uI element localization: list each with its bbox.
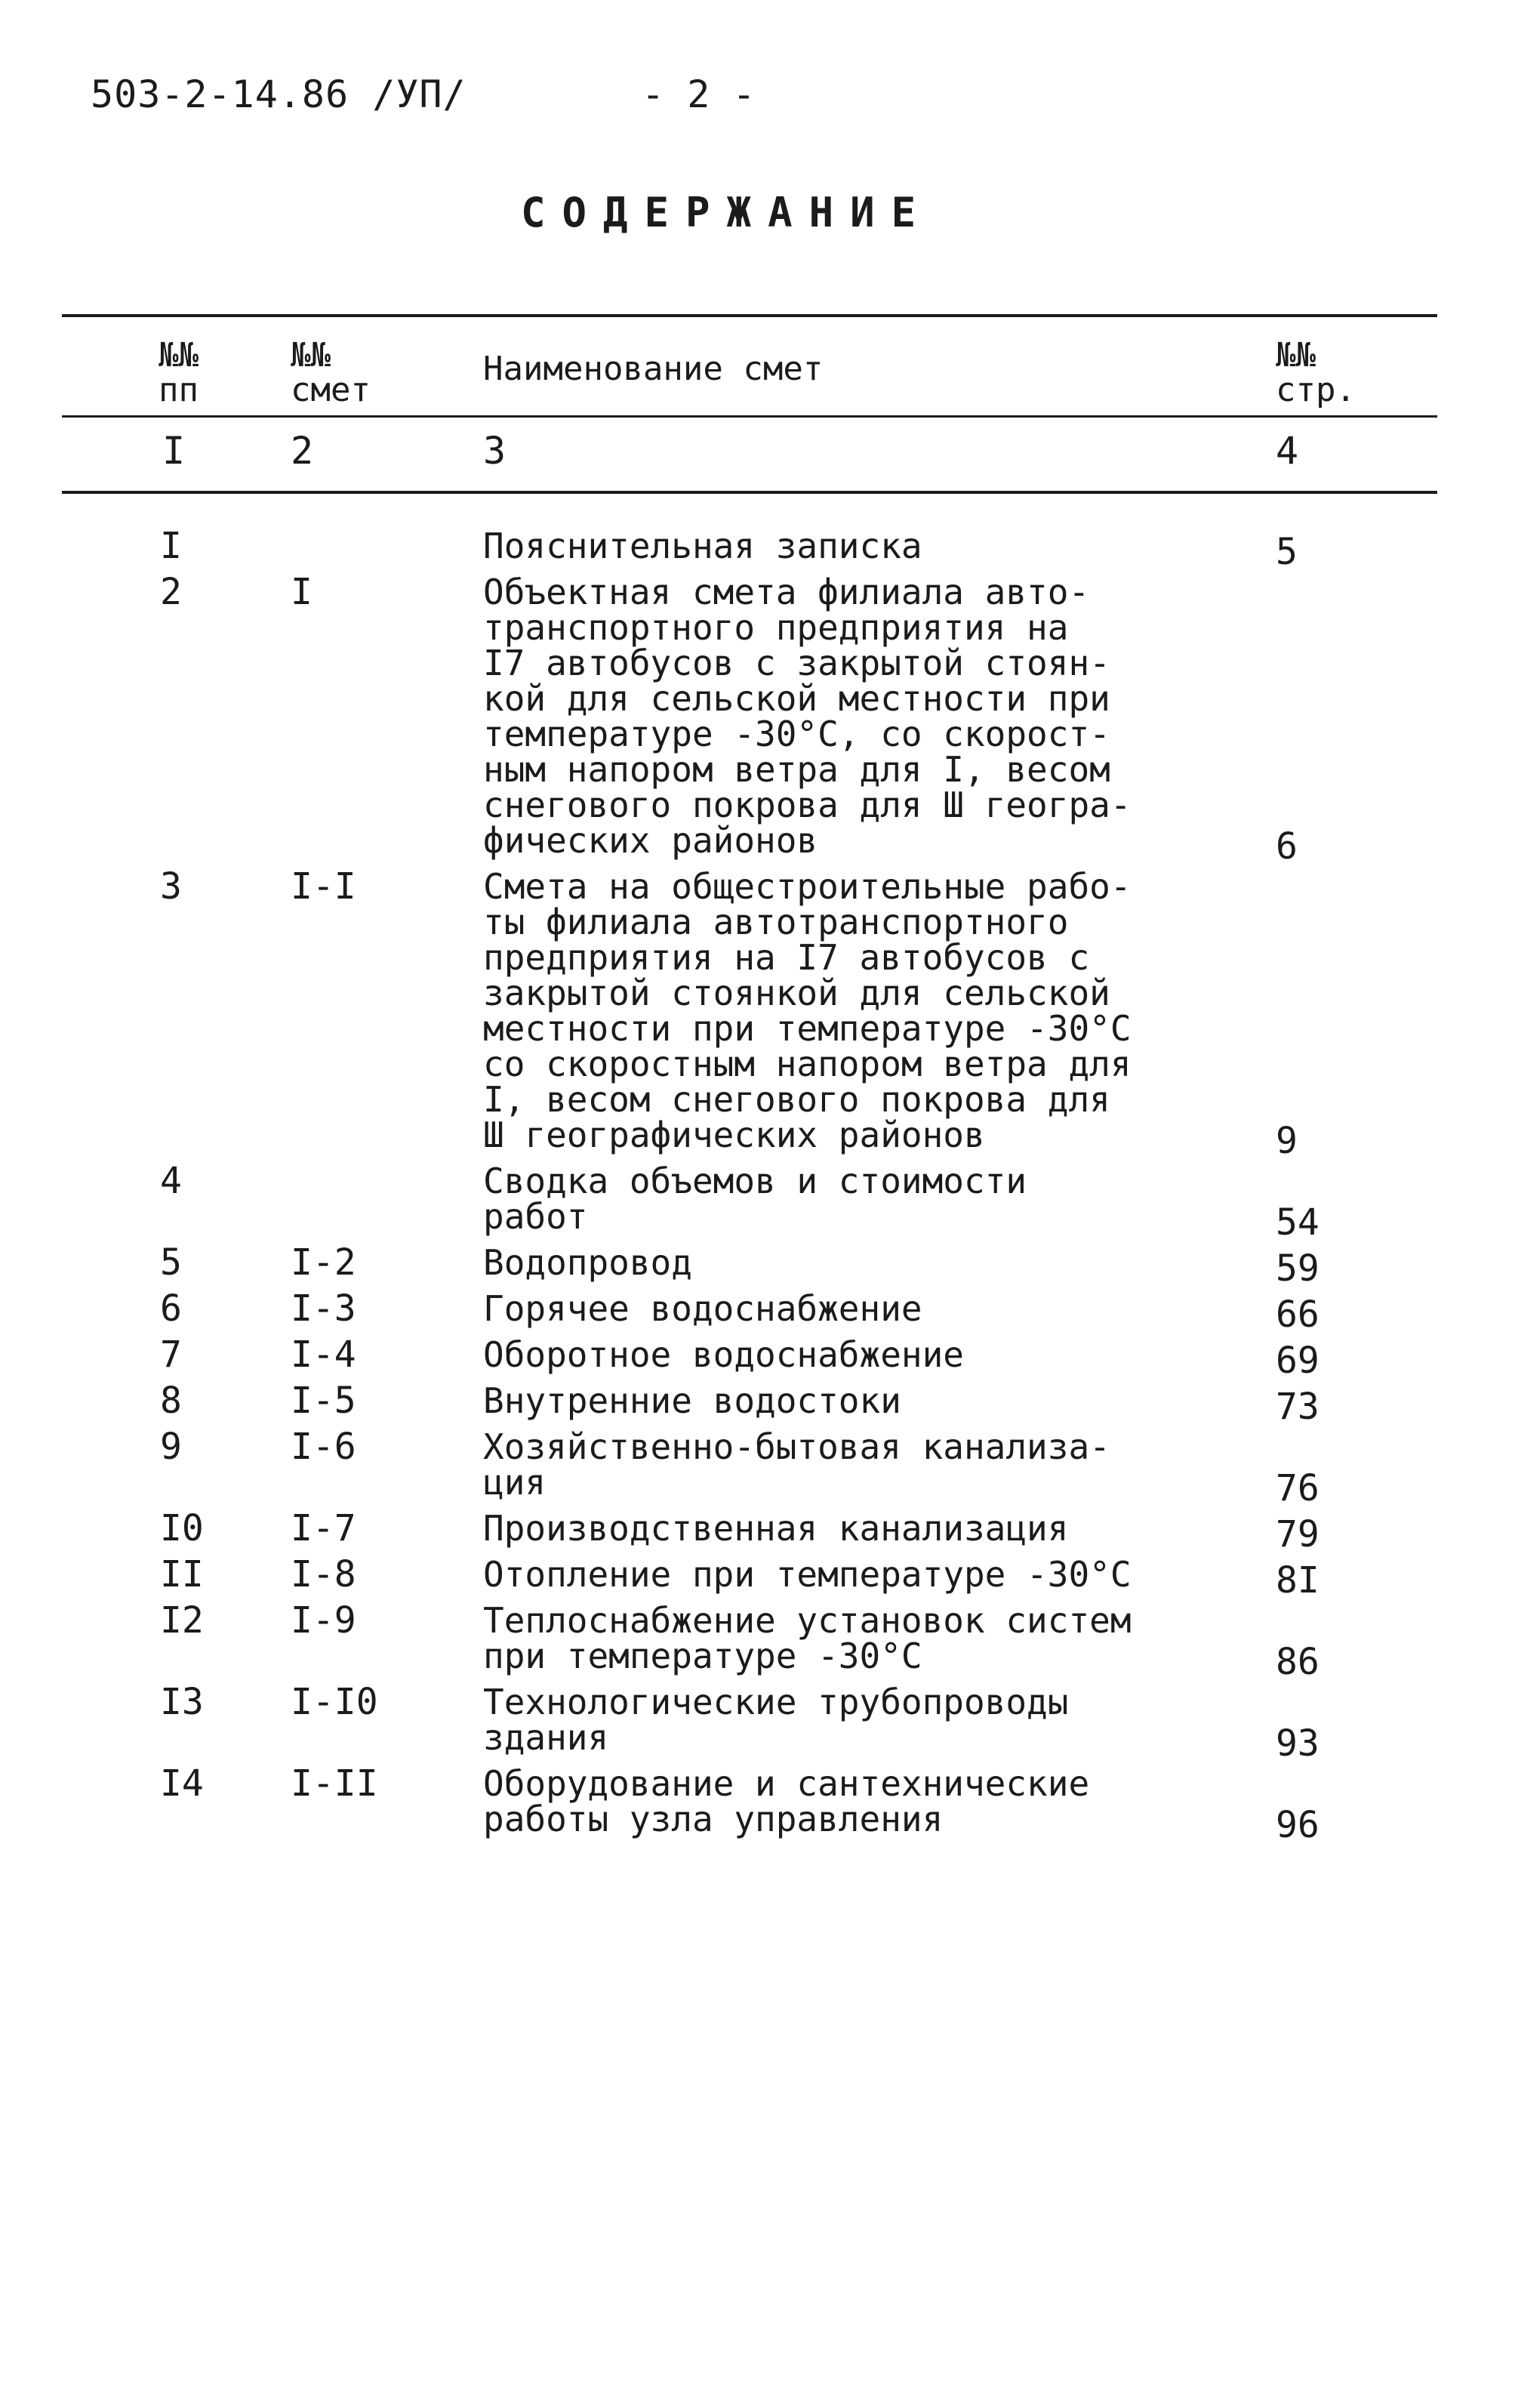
estimate-number: I-I xyxy=(291,865,356,908)
estimate-number: I-7 xyxy=(291,1507,356,1549)
page-ref: 59 xyxy=(1276,1247,1319,1290)
estimate-number: I-3 xyxy=(291,1287,356,1330)
column-header-estimate-number: №№ смет xyxy=(291,336,371,409)
page-ref: 93 xyxy=(1276,1722,1319,1765)
document-code: 503-2-14.86 /УП/ xyxy=(91,72,467,116)
estimate-name: Горячее водоснабжение xyxy=(483,1288,922,1329)
page-number: - 2 - xyxy=(642,72,756,116)
estimate-name: Технологические трубопроводы здания xyxy=(483,1682,1069,1758)
table-row xyxy=(0,1681,1515,1765)
column-header-estimate-name: Наименование смет xyxy=(483,350,824,388)
estimate-name: Производственная канализация xyxy=(483,1508,1069,1549)
estimate-name: Хозяйственно-бытовая канализа- ция xyxy=(483,1426,1110,1503)
estimate-number: I-6 xyxy=(291,1426,356,1468)
estimate-name: Смета на общестроительные рабо- ты филиала автотранспортного предприятия на I7 автобусов с закрытой стоянкой для сельской местности при температуре -30°С со скоростным напором ветра для I, весом снегового покрова для Ш географических районов xyxy=(483,866,1132,1155)
estimate-number: I-9 xyxy=(291,1599,356,1642)
page-title: СОДЕРЖАНИЕ xyxy=(521,189,933,236)
table-row xyxy=(0,1333,1515,1382)
estimate-number: I-5 xyxy=(291,1380,356,1422)
page-ref: 6 xyxy=(1276,825,1298,868)
estimate-name: Объектная смета филиала авто- транспортного предприятия на I7 автобусов с закрытой стоян- кой для сельской местности при температуре -30°С, со скорост- ным напором ветра для I, весом снегового покрова для Ш геогра- фических районов xyxy=(483,572,1132,861)
column-header-row-number: №№ пп xyxy=(159,336,199,409)
table-header-rule xyxy=(62,415,1437,418)
row-number: I4 xyxy=(160,1762,204,1805)
table-row xyxy=(0,1599,1515,1683)
estimate-number: I-8 xyxy=(291,1553,356,1596)
page-ref: 76 xyxy=(1276,1467,1319,1509)
row-number: I xyxy=(160,525,182,567)
page-ref: 9 xyxy=(1276,1120,1298,1162)
table-row xyxy=(0,1241,1515,1290)
page-ref: 79 xyxy=(1276,1513,1319,1555)
table-row xyxy=(0,571,1515,868)
row-number: 2 xyxy=(160,571,182,613)
estimate-number: I-I0 xyxy=(291,1681,378,1723)
page-ref: 8I xyxy=(1276,1559,1319,1602)
estimate-name: Водопровод xyxy=(483,1242,692,1283)
contents-table-body xyxy=(0,525,1515,1848)
estimate-name: Внутренние водостоки xyxy=(483,1380,901,1421)
table-row xyxy=(0,1426,1515,1509)
table-row xyxy=(0,1507,1515,1555)
table-row xyxy=(0,1380,1515,1428)
estimate-name: Отопление при температуре -30°С xyxy=(483,1554,1132,1595)
row-number: 6 xyxy=(160,1287,182,1330)
page-ref: 54 xyxy=(1276,1201,1319,1244)
estimate-name: Сводка объемов и стоимости работ xyxy=(483,1161,1027,1237)
estimate-number: I-4 xyxy=(291,1333,356,1376)
table-row xyxy=(0,1287,1515,1336)
column-number-3: 3 xyxy=(483,429,507,473)
row-number: 8 xyxy=(160,1380,182,1422)
row-number: 5 xyxy=(160,1241,182,1284)
row-number: I0 xyxy=(160,1507,204,1549)
estimate-name: Пояснительная записка xyxy=(483,526,922,566)
row-number: II xyxy=(160,1553,204,1596)
page-ref: 69 xyxy=(1276,1340,1319,1382)
page-ref: 86 xyxy=(1276,1641,1319,1683)
column-number-2: 2 xyxy=(291,429,314,473)
row-number: 3 xyxy=(160,865,182,908)
page-ref: 73 xyxy=(1276,1386,1319,1428)
table-row xyxy=(0,1160,1515,1244)
row-number: I3 xyxy=(160,1681,204,1723)
row-number: 7 xyxy=(160,1333,182,1376)
page-ref: 96 xyxy=(1276,1804,1319,1846)
page-ref: 5 xyxy=(1276,531,1298,573)
row-number: 4 xyxy=(160,1160,182,1202)
table-top-rule xyxy=(62,314,1437,317)
page-ref: 66 xyxy=(1276,1293,1319,1336)
estimate-number: I-II xyxy=(291,1762,378,1805)
column-number-1: I xyxy=(162,429,186,473)
table-column-numbers-rule xyxy=(62,491,1437,494)
table-row xyxy=(0,865,1515,1162)
table-row xyxy=(0,525,1515,573)
column-number-4: 4 xyxy=(1276,429,1299,473)
table-row xyxy=(0,1553,1515,1602)
row-number: I2 xyxy=(160,1599,204,1642)
table-row xyxy=(0,1762,1515,1846)
estimate-name: Теплоснабжение установок систем при температуре -30°С xyxy=(483,1600,1132,1676)
estimate-number: I xyxy=(291,571,313,613)
column-header-page-number: №№ стр. xyxy=(1276,336,1356,409)
estimate-name: Оборудование и сантехнические работы узла управления xyxy=(483,1763,1090,1839)
estimate-number: I-2 xyxy=(291,1241,356,1284)
estimate-name: Оборотное водоснабжение xyxy=(483,1334,964,1375)
row-number: 9 xyxy=(160,1426,182,1468)
